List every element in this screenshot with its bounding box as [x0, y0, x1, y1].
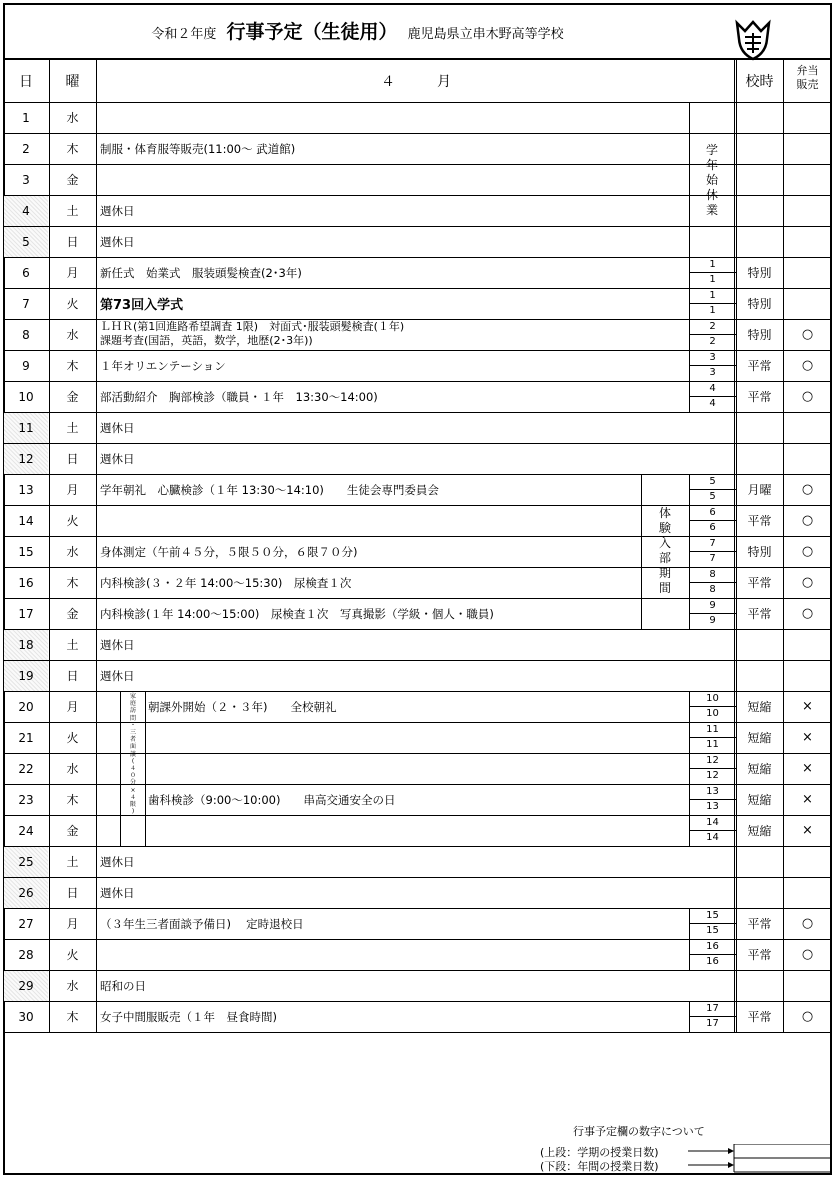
bento-mark	[783, 660, 832, 691]
period-type: 平常	[747, 359, 772, 373]
row-line	[3, 877, 832, 878]
event-text: 週休日	[100, 420, 135, 435]
period-type: 短縮	[747, 700, 772, 714]
event-text	[100, 939, 660, 970]
row-line	[3, 257, 832, 258]
row-line	[3, 443, 832, 444]
page-title: 行事予定（生徒用）	[226, 21, 398, 43]
term-class-days: 15	[706, 910, 719, 921]
col-header-month: ４ 月	[381, 74, 451, 90]
count-col-line	[689, 598, 690, 629]
count-divider	[689, 737, 736, 738]
day-number: 17	[18, 606, 34, 621]
weekday: 月	[66, 266, 79, 280]
term-class-days: 16	[706, 941, 719, 952]
bento-mark: ○	[801, 916, 814, 931]
period-type	[736, 226, 783, 257]
year-class-days: 8	[709, 584, 716, 595]
bento-mark: ○	[801, 389, 814, 404]
day-number: 7	[22, 296, 30, 311]
event-text: 内科検診(３・２年 14:00～15:30) 尿検査１次	[100, 575, 352, 590]
row-line	[3, 505, 832, 506]
bento-mark	[783, 877, 832, 908]
count-col-line	[689, 691, 690, 722]
event-text: １年オリエンテーション	[100, 358, 226, 373]
weekday: 土	[66, 421, 79, 435]
row-line	[3, 381, 832, 382]
event-text: 新任式 始業式 服装頭髪検査(2･3年)	[100, 265, 302, 280]
row-line	[3, 474, 832, 475]
weekday: 水	[66, 979, 79, 993]
row-line	[3, 133, 832, 134]
year-class-days: 9	[709, 615, 716, 626]
count-col-line	[689, 350, 690, 381]
row-line	[3, 412, 832, 413]
bento-mark: ×	[802, 699, 813, 714]
year-class-days: 2	[709, 336, 716, 347]
bento-mark	[783, 102, 832, 133]
term-class-days: 13	[706, 786, 719, 797]
year-class-days: 11	[706, 739, 719, 750]
bento-label-2: 販売	[796, 78, 819, 91]
count-divider	[689, 551, 736, 552]
count-divider	[689, 272, 736, 273]
year-class-days: 5	[709, 491, 716, 502]
club-trial-note: 体 験 入 部 期 間	[658, 506, 671, 595]
weekday: 水	[66, 762, 79, 776]
count-col-line	[689, 474, 690, 505]
weekday: 土	[66, 638, 79, 652]
term-class-days: 2	[709, 321, 716, 332]
term-class-days: 5	[709, 476, 716, 487]
col-line	[96, 60, 97, 1032]
day-number: 13	[18, 482, 34, 497]
bento-mark	[783, 133, 832, 164]
bento-mark: ○	[801, 358, 814, 373]
count-divider	[689, 923, 736, 924]
event-text-block	[100, 320, 690, 348]
day-number: 1	[22, 110, 30, 125]
day-number: 8	[22, 327, 30, 342]
bento-mark	[783, 412, 832, 443]
day-number: 21	[18, 730, 34, 745]
event-text: ＬＨＲ(第1回進路希望調査 1限) 対面式･服装頭髪検査(１年)	[100, 320, 405, 333]
bento-mark	[783, 629, 832, 660]
weekday: 月	[66, 700, 79, 714]
year-class-days: 1	[709, 274, 716, 285]
period-type: 短縮	[747, 731, 772, 745]
period-type: 特別	[747, 297, 772, 311]
event-text: （３年生三者面談予備日) 定時退校日	[100, 916, 304, 931]
event-text: 学年朝礼 心臓検診（１年 13:30～14:10) 生徒会専門委員会	[100, 482, 439, 497]
bento-mark: ○	[801, 947, 814, 962]
home-visit-col-line	[120, 691, 121, 846]
event-text: 週休日	[100, 885, 135, 900]
day-number: 14	[18, 513, 34, 528]
event-text-2: 課題考査(国語，英語，数学，地歴(2･3年))	[100, 334, 313, 347]
row-line	[3, 567, 832, 568]
period-type: 短縮	[747, 762, 772, 776]
weekday: 木	[66, 1010, 79, 1024]
row-line	[3, 846, 832, 847]
count-col-line	[689, 939, 690, 970]
count-col-line	[689, 536, 690, 567]
day-number: 29	[18, 978, 34, 993]
period-type	[736, 195, 783, 226]
event-text: 朝課外開始（２・３年) 全校朝礼	[148, 699, 337, 714]
count-col-line	[689, 381, 690, 412]
period-type: 平常	[747, 1010, 772, 1024]
term-class-days: 6	[709, 507, 716, 518]
row-line	[3, 226, 832, 227]
term-class-days: 7	[709, 538, 716, 549]
col-header-bento	[783, 64, 832, 92]
period-type	[736, 877, 783, 908]
weekday: 木	[66, 142, 79, 156]
period-type	[736, 443, 783, 474]
event-text	[148, 815, 708, 846]
school-emblem-icon	[733, 19, 773, 61]
bento-mark	[783, 257, 832, 288]
period-type: 平常	[747, 514, 772, 528]
bento-mark: ○	[801, 1009, 814, 1024]
bento-mark: ○	[801, 327, 814, 342]
period-type	[736, 164, 783, 195]
page-header	[3, 3, 832, 60]
day-number: 23	[18, 792, 34, 807]
term-class-days: 1	[709, 290, 716, 301]
count-col-line	[689, 815, 690, 846]
event-text	[100, 102, 660, 133]
row-line	[3, 536, 832, 537]
event-text: 部活動紹介 胸部検診（職員・１年 13:30～14:00)	[100, 389, 378, 404]
count-divider	[689, 582, 736, 583]
year-class-days: 17	[706, 1018, 719, 1029]
count-divider	[689, 706, 736, 707]
period-type	[736, 629, 783, 660]
day-number: 20	[18, 699, 34, 714]
weekday: 月	[66, 483, 79, 497]
count-col-line	[689, 319, 690, 350]
term-class-days: 10	[706, 693, 719, 704]
period-type: 特別	[747, 328, 772, 342]
bento-mark: ×	[802, 823, 813, 838]
count-col-line	[689, 908, 690, 939]
period-type: 平常	[747, 576, 772, 590]
event-text: 週休日	[100, 637, 135, 652]
term-class-days: 11	[706, 724, 719, 735]
weekday: 水	[66, 545, 79, 559]
count-col-line	[689, 753, 690, 784]
col-line	[736, 60, 737, 1032]
term-class-days: 1	[709, 259, 716, 270]
event-text: 週休日	[100, 234, 135, 249]
year-class-days: 12	[706, 770, 719, 781]
header-bottom-line	[3, 102, 832, 103]
term-class-days: 4	[709, 383, 716, 394]
period-type: 短縮	[747, 824, 772, 838]
count-divider	[689, 334, 736, 335]
day-number: 11	[18, 420, 34, 435]
day-number: 3	[22, 172, 30, 187]
weekday: 日	[66, 235, 79, 249]
bento-mark: ○	[801, 482, 814, 497]
event-text: 第73回入学式	[100, 298, 184, 313]
day-number: 2	[22, 141, 30, 156]
year-class-days: 1	[709, 305, 716, 316]
col-line	[49, 60, 50, 1032]
count-col-line	[689, 505, 690, 536]
table-bottom-line	[3, 1032, 832, 1033]
bento-mark: ○	[801, 575, 814, 590]
event-text: 内科検診(１年 14:00～15:00) 尿検査１次 写真撮影（学級・個人・職員)	[100, 606, 494, 621]
weekday: 金	[66, 390, 79, 404]
event-text: 週休日	[100, 451, 135, 466]
count-divider	[689, 303, 736, 304]
term-class-days: 12	[706, 755, 719, 766]
row-line	[3, 288, 832, 289]
weekday: 日	[66, 452, 79, 466]
legend-upper: (上段：学期の授業日数)	[540, 1146, 659, 1159]
count-col-line	[689, 567, 690, 598]
weekday: 木	[66, 359, 79, 373]
day-number: 18	[18, 637, 34, 652]
weekday: 金	[66, 824, 79, 838]
weekday: 火	[66, 948, 79, 962]
term-class-days: 3	[709, 352, 716, 363]
period-type: 平常	[747, 948, 772, 962]
year-class-days: 13	[706, 801, 719, 812]
legend-lower: (下段：年間の授業日数)	[540, 1160, 659, 1173]
row-line	[3, 660, 832, 661]
col-header-weekday: 曜	[65, 74, 80, 90]
school-name: 鹿児島県立串木野高等学校	[407, 27, 564, 42]
day-number: 19	[18, 668, 34, 683]
period-type: 特別	[747, 266, 772, 280]
year-class-days: 7	[709, 553, 716, 564]
period-type	[736, 970, 783, 1001]
event-text: 週休日	[100, 668, 135, 683]
spring-break-col-line	[689, 102, 690, 257]
year-class-days: 15	[706, 925, 719, 936]
count-divider	[689, 1016, 736, 1017]
weekday: 日	[66, 669, 79, 683]
weekday: 火	[66, 514, 79, 528]
legend-arrows	[680, 1144, 830, 1174]
event-text	[148, 722, 708, 753]
row-line	[3, 1001, 832, 1002]
bento-mark: ○	[801, 606, 814, 621]
col-header-day: 日	[19, 74, 33, 90]
term-class-days: 9	[709, 600, 716, 611]
event-text: 週休日	[100, 203, 135, 218]
bento-mark: ○	[801, 513, 814, 528]
col-header-period: 校時	[745, 74, 774, 90]
weekday: 土	[66, 204, 79, 218]
spring-break-note: 学 年 始 休 業	[705, 143, 718, 217]
day-number: 15	[18, 544, 34, 559]
weekday: 木	[66, 793, 79, 807]
term-class-days: 17	[706, 1003, 719, 1014]
weekday: 水	[66, 111, 79, 125]
day-number: 24	[18, 823, 34, 838]
bento-mark	[783, 846, 832, 877]
bento-mark	[783, 164, 832, 195]
event-text: 週休日	[100, 854, 135, 869]
period-type: 月曜	[747, 483, 772, 497]
row-line	[3, 598, 832, 599]
event-text	[148, 753, 708, 784]
period-type	[736, 133, 783, 164]
period-type	[736, 660, 783, 691]
bento-mark	[783, 288, 832, 319]
day-number: 10	[18, 389, 34, 404]
fiscal-year: 令和２年度	[151, 27, 217, 42]
count-divider	[689, 799, 736, 800]
count-divider	[689, 489, 736, 490]
bento-mark	[783, 226, 832, 257]
period-type	[736, 102, 783, 133]
weekday: 火	[66, 731, 79, 745]
day-number: 4	[22, 203, 30, 218]
count-divider	[689, 396, 736, 397]
event-text: 女子中間服販売（１年 昼食時間)	[100, 1009, 277, 1024]
day-number: 9	[22, 358, 30, 373]
day-number: 27	[18, 916, 34, 931]
club-trial-col-line	[641, 474, 642, 629]
bento-label-1: 弁当	[796, 64, 819, 77]
header-title-line	[3, 17, 712, 44]
term-class-days: 14	[706, 817, 719, 828]
year-class-days: 6	[709, 522, 716, 533]
count-divider	[689, 520, 736, 521]
event-text	[100, 164, 660, 195]
period-type: 特別	[747, 545, 772, 559]
weekday: 火	[66, 297, 79, 311]
count-col-line	[689, 784, 690, 815]
day-number: 16	[18, 575, 34, 590]
legend-title: 行事予定欄の数字について	[573, 1125, 705, 1138]
count-divider	[689, 954, 736, 955]
weekday: 金	[66, 173, 79, 187]
event-text: 身体測定（午前４５分，５限５０分，６限７０分)	[100, 544, 358, 559]
period-type	[736, 412, 783, 443]
count-divider	[689, 613, 736, 614]
weekday: 日	[66, 886, 79, 900]
bento-mark	[783, 443, 832, 474]
day-number: 25	[18, 854, 34, 869]
bento-mark	[783, 195, 832, 226]
count-col-line	[689, 288, 690, 319]
row-line	[3, 319, 832, 320]
year-class-days: 4	[709, 398, 716, 409]
count-divider	[689, 768, 736, 769]
period-type: 短縮	[747, 793, 772, 807]
count-divider	[689, 365, 736, 366]
period-type: 平常	[747, 917, 772, 931]
year-class-days: 14	[706, 832, 719, 843]
weekday: 木	[66, 576, 79, 590]
bento-mark: ×	[802, 730, 813, 745]
count-col-line	[689, 1001, 690, 1032]
row-line	[3, 691, 832, 692]
event-text	[100, 505, 660, 536]
weekday: 月	[66, 917, 79, 931]
row-line	[3, 970, 832, 971]
day-number: 5	[22, 234, 30, 249]
bento-mark: ×	[802, 761, 813, 776]
day-number: 26	[18, 885, 34, 900]
bento-mark	[783, 970, 832, 1001]
weekday: 金	[66, 607, 79, 621]
row-line	[3, 350, 832, 351]
weekday: 水	[66, 328, 79, 342]
event-text: 歯科検診（9:00～10:00) 串高交通安全の日	[148, 792, 396, 807]
event-text: 昭和の日	[100, 978, 146, 993]
year-class-days: 10	[706, 708, 719, 719]
row-line	[3, 908, 832, 909]
count-col-line	[689, 257, 690, 288]
period-type: 平常	[747, 390, 772, 404]
count-divider	[689, 830, 736, 831]
home-visit-note: 家 庭 訪 問 ・ 三 者 面 談 ( ４ ０ 分 × ４ 限 )	[129, 693, 136, 816]
period-type	[736, 846, 783, 877]
year-class-days: 3	[709, 367, 716, 378]
weekday: 土	[66, 855, 79, 869]
day-number: 28	[18, 947, 34, 962]
row-line	[3, 629, 832, 630]
day-number: 22	[18, 761, 34, 776]
event-text: 制服・体育服等販売(11:00～ 武道館)	[100, 141, 296, 156]
day-number: 30	[18, 1009, 34, 1024]
bento-mark: ○	[801, 544, 814, 559]
day-number: 6	[22, 265, 30, 280]
term-class-days: 8	[709, 569, 716, 580]
period-type: 平常	[747, 607, 772, 621]
count-col-line	[689, 722, 690, 753]
col-line	[783, 60, 784, 1032]
col-line	[734, 60, 735, 1032]
day-number: 12	[18, 451, 34, 466]
year-class-days: 16	[706, 956, 719, 967]
bento-mark: ×	[802, 792, 813, 807]
home-visit-col-line	[145, 691, 146, 846]
row-line	[3, 939, 832, 940]
